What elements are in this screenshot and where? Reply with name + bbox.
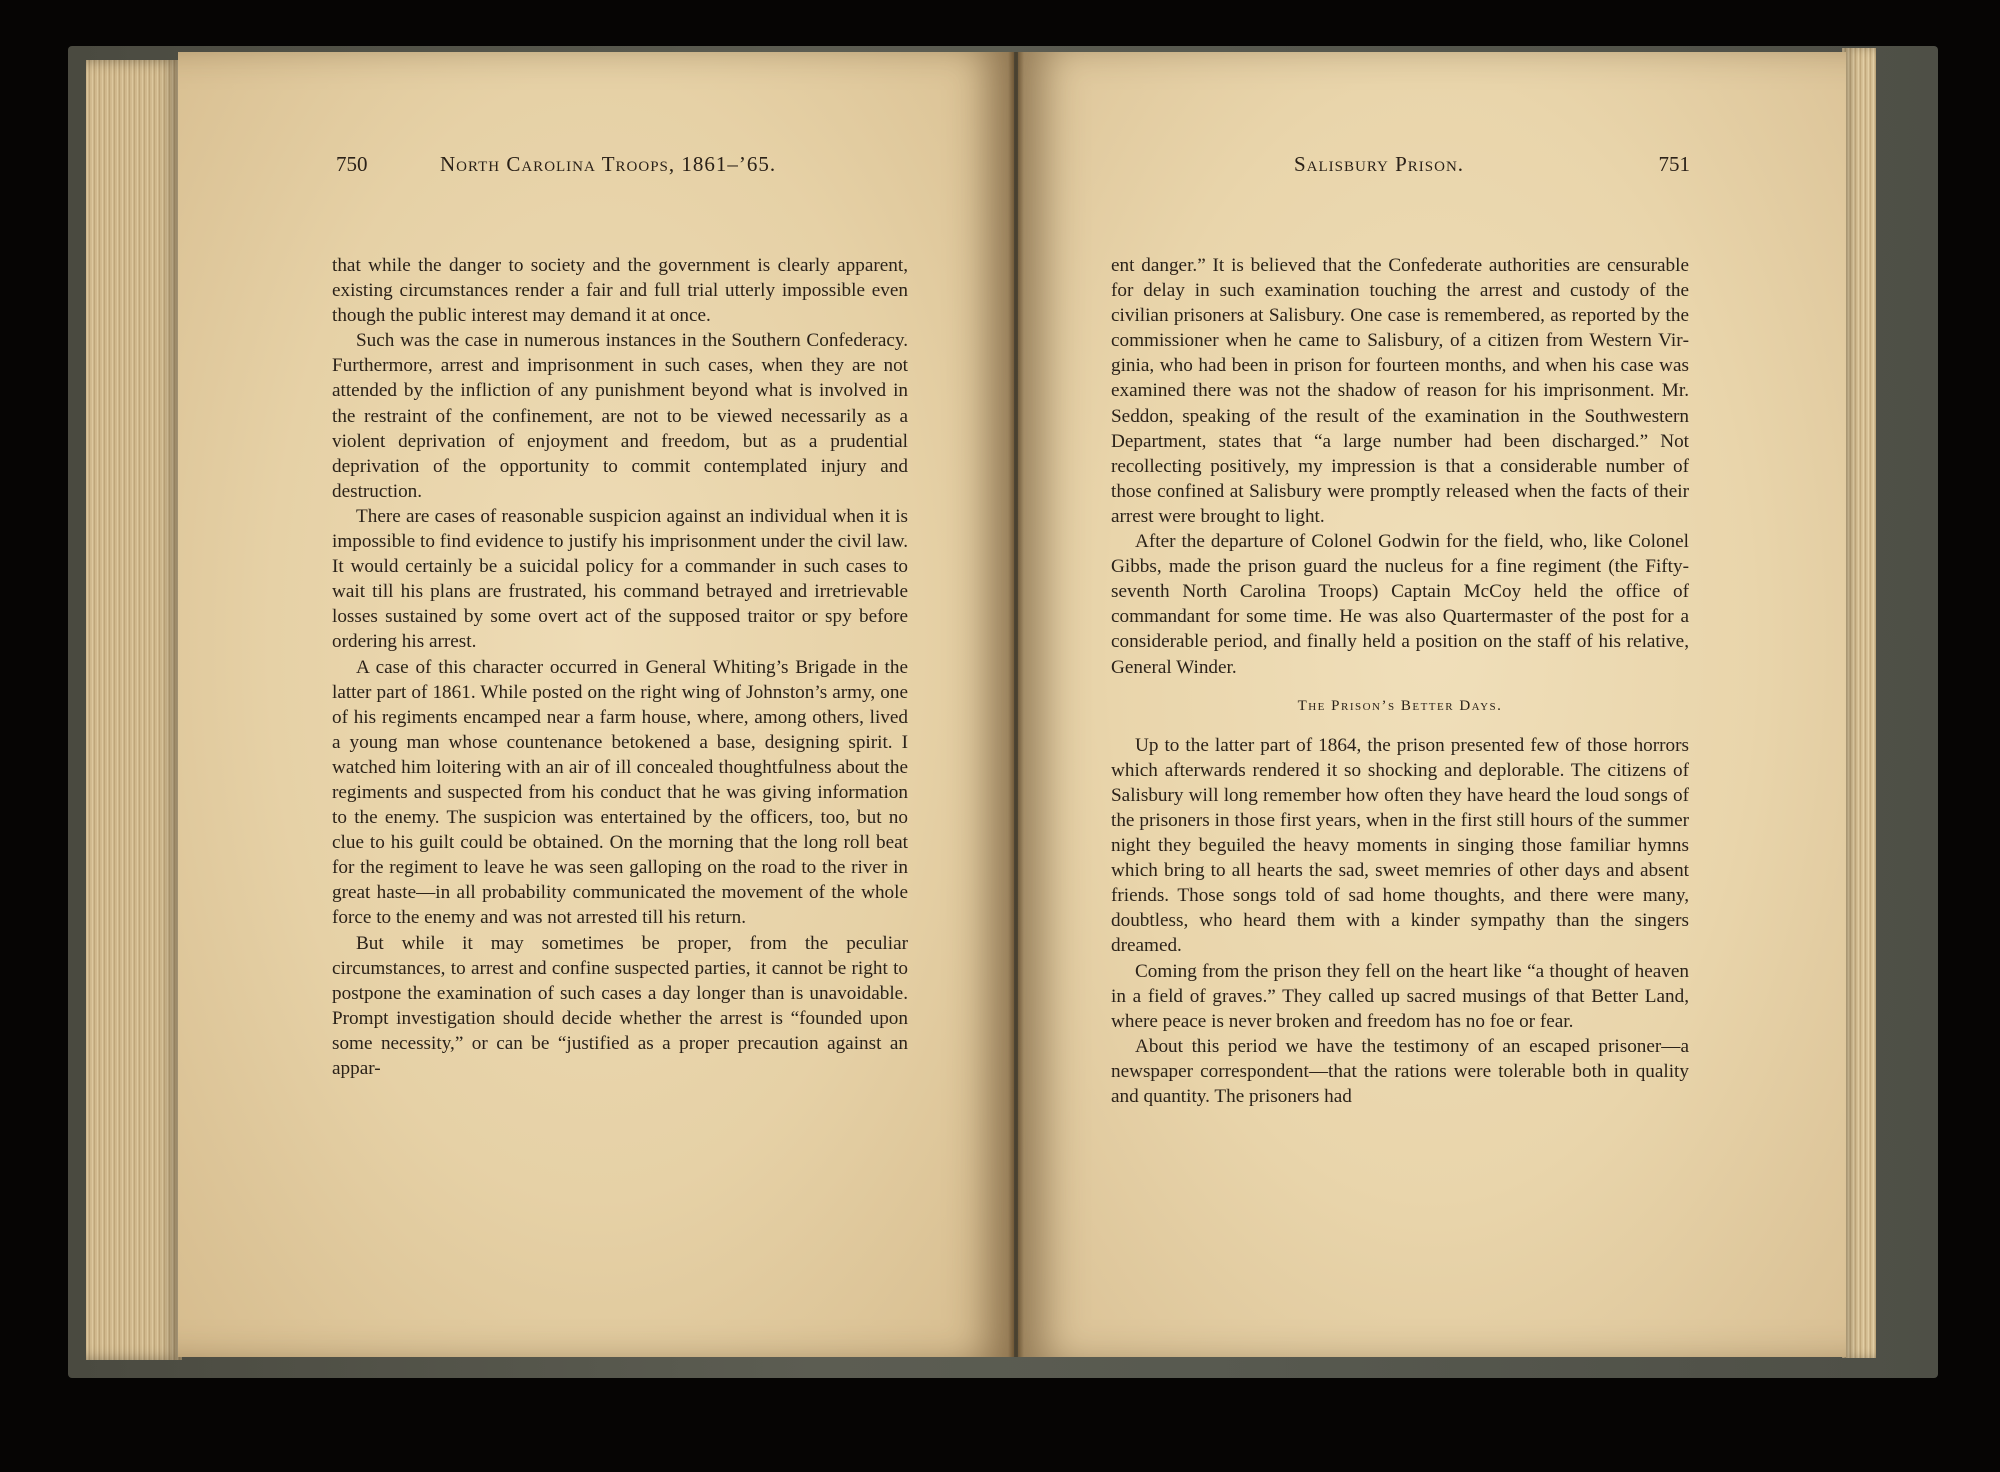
paragraph: A case of this character occurred in General Whiting’s Brigade in the latter part of 1861. While posted on the right wing of Johnston’s army, one of his regiments encamped near a farm house, where, among others, lived a young man whose countenance betokened a base, designing spirit. I watched him loitering with an air of ill concealed thoughtfulness about the regiments and suspected from his conduct that he was giving information to the enemy. The suspicion was entertained by the officers, too, but no clue to his guilt could be obtained. On the morning that the long roll beat for the regiment to leave he was seen galloping on the road to the river in great haste—in all probability communicated the movement of the whole force to the enemy and was not arrested till his return. <box>332 656 908 929</box>
paragraph: Such was the case in numerous instances in the Southern Confederacy. Furthermore, arrest and imprisonment in such cases, when they are not attended by the infliction of any punishment beyond what is involved in the restraint of the confinement, are not to be viewed necessarily as a violent deprivation of enjoyment and freedom, but as a prudential deprivation of the opportunity to commit contemplated injury and destruction. <box>332 330 908 502</box>
paragraph: ent danger.” It is believed that the Confederate authorities are censurable for delay in such examination touching the arrest and custody of the civilian prisoners at Salisbury. One case is remembered, as reported by the commissioner when he came to Salisbury, of a citizen from Western Virginia, who had been in prison for fourteen months, and when his case was examined there was not the shadow of reason for his imprisonment. Mr. Seddon, speaking of the result of the examination in the Southwestern Department, states that “a large number had been discharged.” Not recollecting positively, my impression is that a considerable number of those confined at Salisbury were promptly released when the facts of their arrest were brought to light. <box>1111 255 1689 527</box>
right-page-body <box>1111 253 1689 1109</box>
running-head: North Carolina Troops, 1861–’65. <box>440 152 777 176</box>
paragraph: Up to the latter part of 1864, the prison presented few of those horrors which afterwards rendered it so shocking and deplorable. The citizens of Salisbury will long remember how often they have heard the loud songs of the prisoners in those first years, when in the first still hours of the summer night they beguiled the heavy moments in singing those familiar hymns which bring to all hearts the sad, sweet memries of other days and absent friends. Those songs told of sad home thoughts, and there were many, doubtless, who heard them with a kinder sympathy than the singers dreamed. <box>1111 734 1689 957</box>
page-number: 751 <box>1658 152 1690 176</box>
paragraph: Coming from the prison they fell on the heart like “a thought of heaven in a field of graves.” They called up sacred musings of that Better Land, where peace is never broken and freedom has no foe or fear. <box>1111 960 1689 1032</box>
left-page-body <box>332 253 908 1081</box>
paragraph: There are cases of reasonable suspicion against an individual when it is impossible to find evidence to justify his imprisonment under the civil law. It would certainly be a suicidal policy for a commander in such cases to wait till his plans are frustrated, his command betrayed and irretrievable losses sustained by some overt act of the supposed traitor or spy before ordering his arrest. <box>332 505 908 653</box>
page-edges-right <box>1842 48 1876 1358</box>
page-edges-left <box>86 60 182 1360</box>
paragraph: But while it may sometimes be proper, from the peculiar circumstances, to arrest and confine suspected parties, it cannot be right to postpone the examination of such cases a day longer than is unavoidable. Prompt investigation should decide whether the arrest is “founded upon some necessity,” or can be “justified as a proper precaution against an appar- <box>332 932 908 1079</box>
left-page-header <box>336 152 936 182</box>
paragraph: that while the danger to society and the government is clearly apparent, existing circumstances render a fair and full trial utterly impossible even though the public interest may demand it at once. <box>332 255 908 327</box>
paragraph: After the departure of Colonel Godwin for the field, who, like Colonel Gibbs, made the prison guard the nucleus for a fine regiment (the Fifty-seventh North Carolina Troops) Captain McCoy held the office of commandant for some time. He was also Quartermaster of the post for a considerable period, and finally held a position on the staff of his relative, General Winder. <box>1111 531 1689 678</box>
running-head: Salisbury Prison. <box>1294 152 1465 176</box>
paragraph: About this period we have the testimony of an escaped prisoner—a newspaper correspondent—that the rations were tolerable both in quality and quantity. The prisoners had <box>1111 1035 1689 1107</box>
right-page-header <box>1112 152 1690 182</box>
section-heading: The Prison’s Better Days. <box>1297 697 1503 714</box>
book-gutter <box>1008 52 1024 1357</box>
page-number: 750 <box>336 152 368 176</box>
